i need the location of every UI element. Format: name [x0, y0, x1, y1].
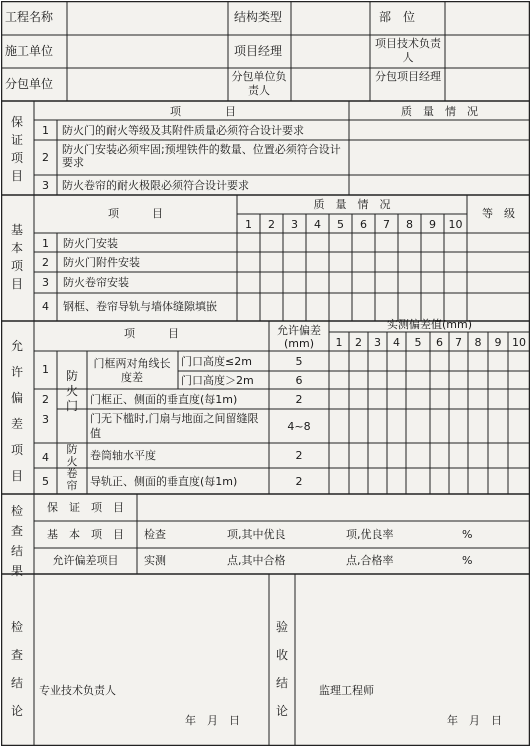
result-point-rate: 点,合格率 — [346, 554, 394, 567]
result-check-label: 检查 — [144, 528, 166, 541]
result-point-pass: 点,其中合格 — [227, 554, 286, 567]
tolerance-row-no: 5 — [42, 475, 49, 488]
basic-row-text: 防火卷帘安装 — [63, 276, 129, 289]
sub-manager-label: 分包项目经理 — [375, 70, 441, 83]
tolerance-col-number: 3 — [374, 336, 381, 349]
basic-row-text: 防火门附件安装 — [63, 256, 140, 269]
tolerance-value: 5 — [295, 355, 303, 368]
basic-col-number: 4 — [314, 218, 321, 231]
tolerance-sub: 门口高度＞2m — [181, 374, 254, 387]
guarantee-row-text: 防火门的耐火等级及其附件质量必须符合设计要求 — [62, 124, 304, 137]
basic-col-number: 1 — [245, 218, 252, 231]
tolerance-row-no: 4 — [42, 451, 49, 464]
accept-date-label: 年 月 日 — [447, 714, 502, 727]
tech-lead-label: 项目技术负责人 — [375, 37, 441, 64]
result-percent: % — [462, 528, 473, 541]
guarantee-col-quality: 质 量 情 况 — [401, 105, 478, 118]
tolerance-row-no: 3 — [42, 413, 49, 426]
project-name-label: 工程名称 — [5, 10, 54, 24]
basic-col-number: 9 — [429, 218, 436, 231]
result-tolerance-label: 允许偏差项目 — [52, 554, 119, 567]
basic-col-quality: 质 量 情 况 — [313, 198, 391, 211]
tolerance-value: 4~8 — [287, 420, 311, 433]
tolerance-col-number: 9 — [494, 336, 502, 349]
guarantee-row-text: 防火卷帘的耐火极限必须符合设计要求 — [62, 179, 249, 192]
result-basic-label: 基 本 项 目 — [47, 528, 124, 541]
result-percent: % — [462, 554, 473, 567]
inspection-form — [1, 1, 530, 746]
basic-section-label: 基本项目 — [10, 223, 23, 291]
guarantee-col-item: 项 目 — [170, 105, 236, 118]
tolerance-value: 2 — [295, 449, 303, 462]
basic-row-text: 防火门安装 — [63, 237, 118, 250]
basic-col-grade: 等 级 — [482, 207, 515, 220]
department-label: 部 位 — [379, 10, 416, 24]
supervisor-label: 监理工程师 — [319, 684, 374, 697]
tolerance-sub: 门口高度≤2m — [181, 355, 252, 368]
basic-row-no: 3 — [42, 276, 49, 289]
check-date-label: 年 月 日 — [185, 714, 240, 727]
result-guarantee-label: 保 证 项 目 — [47, 501, 124, 514]
check-conclusion-label: 检查结论 — [10, 620, 23, 718]
basic-row-text: 钢框、卷帘导轨与墙体缝隙填嵌 — [63, 300, 217, 313]
structure-type-label: 结构类型 — [234, 10, 283, 24]
tolerance-row-no: 1 — [42, 363, 49, 376]
basic-row-no: 4 — [42, 300, 49, 313]
tolerance-section-label: 允许偏差项目 — [10, 339, 23, 483]
door-group-label: 防火门 — [65, 369, 78, 413]
tolerance-col-number: 2 — [355, 336, 362, 349]
basic-row-no: 2 — [42, 256, 49, 269]
result-item-rate: 项,优良率 — [346, 528, 394, 541]
result-section-label: 检查结果 — [10, 504, 23, 578]
guarantee-row-no: 1 — [42, 124, 49, 137]
tolerance-value: 2 — [295, 475, 303, 488]
basic-row-no: 1 — [42, 237, 49, 250]
guarantee-section-label: 保证项目 — [10, 115, 23, 183]
basic-col-number: 6 — [360, 218, 367, 231]
tolerance-value: 6 — [295, 374, 303, 387]
basic-col-item: 项 目 — [108, 207, 163, 220]
tolerance-col-number: 6 — [436, 336, 443, 349]
tolerance-col-number: 10 — [512, 336, 526, 349]
subcontractor-label: 分包单位 — [5, 77, 54, 91]
diag-label: 门框两对角线长度差 — [93, 357, 171, 384]
tolerance-row-text: 门无下槛时,门扇与地面之间留缝限值 — [90, 412, 259, 440]
tolerance-row-text: 卷筒轴水平度 — [90, 449, 156, 462]
tolerance-col-number: 7 — [455, 336, 462, 349]
construction-unit-label: 施工单位 — [5, 44, 54, 58]
accept-conclusion-label: 验收结论 — [275, 620, 288, 718]
basic-col-number: 8 — [406, 218, 413, 231]
tolerance-value: 2 — [295, 393, 303, 406]
guarantee-row-no: 2 — [42, 151, 49, 164]
tolerance-row-text: 门框正、侧面的垂直度(每1m) — [90, 393, 238, 406]
guarantee-row-text: 防火门安装必须牢固;预埋铁件的数量、位置必须符合设计要求 — [62, 143, 341, 169]
tolerance-col-number: 1 — [335, 336, 343, 349]
sub-lead-label: 分包单位负责人 — [231, 70, 287, 97]
tolerance-col-number: 5 — [414, 336, 422, 349]
basic-col-number: 3 — [291, 218, 298, 231]
basic-col-number: 10 — [448, 218, 463, 231]
basic-col-number: 7 — [383, 218, 390, 231]
tolerance-col-allow: 允许偏差(mm) — [277, 324, 321, 350]
project-manager-label: 项目经理 — [234, 44, 283, 58]
tolerance-col-number: 4 — [393, 336, 400, 349]
tolerance-col-item: 项 目 — [124, 327, 179, 340]
result-item-excellent: 项,其中优良 — [227, 528, 286, 541]
tolerance-col-measured: 实测偏差值(mm) — [386, 318, 472, 331]
basic-col-number: 5 — [337, 218, 344, 231]
tolerance-row-text: 导轨正、侧面的垂直度(每1m) — [90, 475, 238, 488]
tech-person-label: 专业技术负责人 — [39, 684, 116, 697]
shutter-group-label: 防火卷帘 — [66, 443, 78, 492]
tolerance-row-no: 2 — [42, 393, 49, 406]
basic-col-number: 2 — [268, 218, 275, 231]
result-measured-label: 实测 — [144, 554, 166, 567]
tolerance-col-number: 8 — [474, 336, 482, 349]
guarantee-row-no: 3 — [42, 179, 49, 192]
